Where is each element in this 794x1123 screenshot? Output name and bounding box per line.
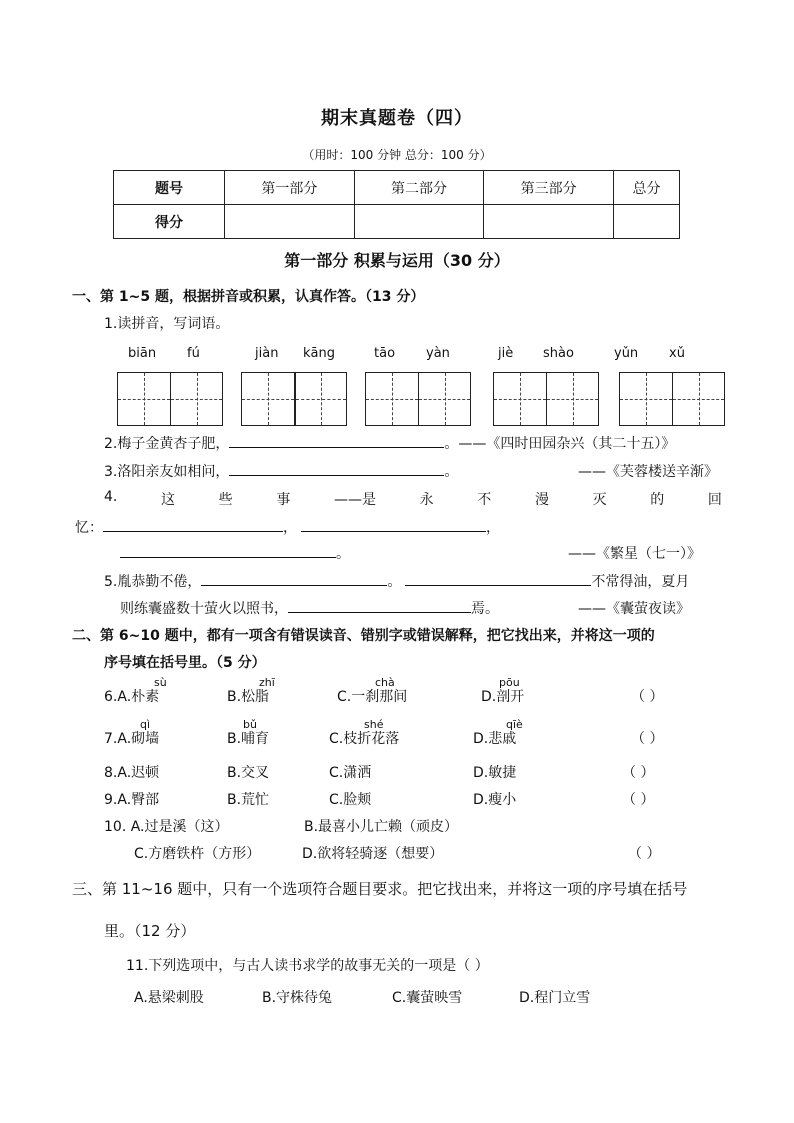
- source-citation: ——《囊萤夜读》: [578, 601, 690, 617]
- answer-blank[interactable]: [103, 517, 283, 532]
- question-8-option-d[interactable]: D.敏捷: [473, 765, 517, 781]
- question-7-option-d[interactable]: D.悲戚: [473, 731, 517, 747]
- answer-blank[interactable]: [229, 461, 444, 476]
- section3-heading: 三、第 11~16 题中，只有一个选项符合题目要求。把它找出来，并将这一项的序号填在括号: [72, 880, 688, 898]
- question-8-option-b[interactable]: B.交叉: [227, 765, 270, 781]
- question-10-option-b[interactable]: B.最喜小儿亡赖（顽皮）: [304, 819, 459, 835]
- pinyin: xǔ: [669, 346, 685, 361]
- score-table-header: 第一部分: [225, 171, 355, 205]
- score-table-header: 题号: [114, 171, 225, 205]
- section2-heading-cont: 序号填在括号里。（5 分）: [104, 655, 266, 671]
- question-9-option-b[interactable]: B.荒忙: [227, 792, 270, 808]
- pinyin: yàn: [426, 346, 450, 361]
- answer-parentheses[interactable]: （ ）: [631, 731, 664, 747]
- part1-title: 第一部分 积累与运用（30 分）: [284, 251, 510, 270]
- question-5-line2: 则练囊盛数十萤火以照书， 焉。: [120, 598, 499, 618]
- writing-grid[interactable]: [117, 372, 223, 426]
- score-cell[interactable]: [484, 205, 614, 239]
- pinyin: biān: [128, 346, 157, 361]
- section1-heading: 一、第 1~5 题，根据拼音或积累，认真作答。（13 分）: [72, 289, 425, 305]
- question-8-option-a[interactable]: 8.A.迟顿: [104, 765, 160, 781]
- source-citation: ——《芙蓉楼送辛渐》: [578, 464, 718, 480]
- pinyin-annotation: pōu: [499, 676, 520, 689]
- question-11-option-b[interactable]: B.守株待兔: [262, 990, 333, 1006]
- pinyin-annotation: zhī: [259, 676, 275, 689]
- score-table-header: 总分: [614, 171, 680, 205]
- question-3: 3.洛阳亲友如相问， 。: [104, 461, 458, 481]
- answer-blank[interactable]: [201, 571, 387, 586]
- question-4: 4. 这 些 事 ——是 永 不 漫 灭 的 回: [104, 489, 722, 508]
- pinyin: shào: [543, 346, 574, 361]
- answer-parentheses[interactable]: （ ）: [622, 792, 655, 808]
- writing-grid[interactable]: [619, 372, 725, 426]
- question-7-option-c[interactable]: C.枝折花落: [329, 731, 400, 747]
- answer-blank[interactable]: [288, 598, 471, 613]
- question-9-option-a[interactable]: 9.A.臀部: [104, 792, 160, 808]
- question-10-option-a[interactable]: 10. A.过是溪（这）: [104, 819, 229, 835]
- answer-parentheses[interactable]: （ ）: [628, 846, 661, 862]
- answer-blank[interactable]: [229, 433, 444, 448]
- question-5: 5.胤恭勤不倦， 。 不常得油，夏月: [104, 571, 689, 591]
- section2-heading: 二、第 6~10 题中，都有一项含有错误读音、错别字或错误解释，把它找出来，并将这一项的: [72, 628, 655, 644]
- pinyin-annotation: bǔ: [243, 718, 257, 731]
- answer-parentheses[interactable]: （ ）: [631, 689, 664, 705]
- pinyin: tāo: [374, 346, 396, 361]
- pinyin-annotation: qīè: [506, 718, 523, 731]
- answer-blank[interactable]: [120, 543, 336, 558]
- score-row-label: 得分: [114, 205, 225, 239]
- question-11-option-c[interactable]: C.囊萤映雪: [392, 990, 463, 1006]
- score-table-header: 第三部分: [484, 171, 614, 205]
- question-1: 1.读拼音，写词语。: [104, 316, 230, 332]
- page-title: 期末真题卷（四）: [321, 108, 473, 129]
- score-table-score-row: [114, 205, 680, 239]
- pinyin-annotation: shé: [364, 718, 384, 731]
- question-6-option-a[interactable]: 6.A.朴素: [104, 689, 160, 705]
- pinyin-annotation: chà: [375, 676, 395, 689]
- question-10-option-c[interactable]: C.方磨铁杵（方形）: [134, 846, 261, 862]
- pinyin: jiàn: [255, 346, 279, 361]
- score-table: [113, 170, 680, 239]
- section3-heading-cont: 里。（12 分）: [104, 922, 196, 940]
- score-cell[interactable]: [225, 205, 355, 239]
- writing-grid[interactable]: [493, 372, 599, 426]
- pinyin: yǔn: [614, 346, 639, 361]
- pinyin-annotation: sù: [154, 676, 167, 689]
- question-9-option-c[interactable]: C.脸颊: [329, 792, 372, 808]
- answer-blank[interactable]: [301, 517, 486, 532]
- score-table-header-row: [114, 171, 680, 205]
- score-cell[interactable]: [614, 205, 680, 239]
- question-9-option-d[interactable]: D.瘦小: [473, 792, 517, 808]
- pinyin: kāng: [303, 346, 335, 361]
- answer-parentheses[interactable]: （ ）: [622, 765, 655, 781]
- pinyin: jiè: [498, 346, 514, 361]
- score-table-header: 第二部分: [354, 171, 484, 205]
- question-2: 2.梅子金黄杏子肥， 。——《四时田园杂兴（其二十五）》: [104, 433, 675, 453]
- question-6-option-c[interactable]: C.一刹那间: [337, 689, 408, 705]
- question-6-option-d[interactable]: D.剖开: [481, 689, 525, 705]
- question-4-line2: 忆： ， ，: [75, 517, 500, 537]
- writing-grid[interactable]: [241, 372, 347, 426]
- question-8-option-c[interactable]: C.潇洒: [329, 765, 372, 781]
- exam-info: （用时：100 分钟 总分：100 分）: [302, 148, 492, 162]
- question-4-line3: 。: [120, 543, 350, 563]
- question-11: 11.下列选项中，与古人读书求学的故事无关的一项是（ ）: [126, 958, 489, 974]
- answer-blank[interactable]: [405, 571, 591, 586]
- question-7-option-a[interactable]: 7.A.砌墙: [104, 731, 160, 747]
- question-11-option-a[interactable]: A.悬梁刺股: [134, 990, 204, 1006]
- pinyin-annotation: qì: [140, 718, 151, 731]
- source-citation: ——《繁星（七一）》: [568, 546, 701, 562]
- question-6-option-b[interactable]: B.松脂: [227, 689, 270, 705]
- score-cell[interactable]: [354, 205, 484, 239]
- writing-grid[interactable]: [365, 372, 471, 426]
- question-11-option-d[interactable]: D.程门立雪: [519, 990, 591, 1006]
- pinyin: fú: [187, 346, 200, 361]
- question-10-option-d[interactable]: D.欲将轻骑逐（想要）: [302, 846, 444, 862]
- question-7-option-b[interactable]: B.哺育: [227, 731, 270, 747]
